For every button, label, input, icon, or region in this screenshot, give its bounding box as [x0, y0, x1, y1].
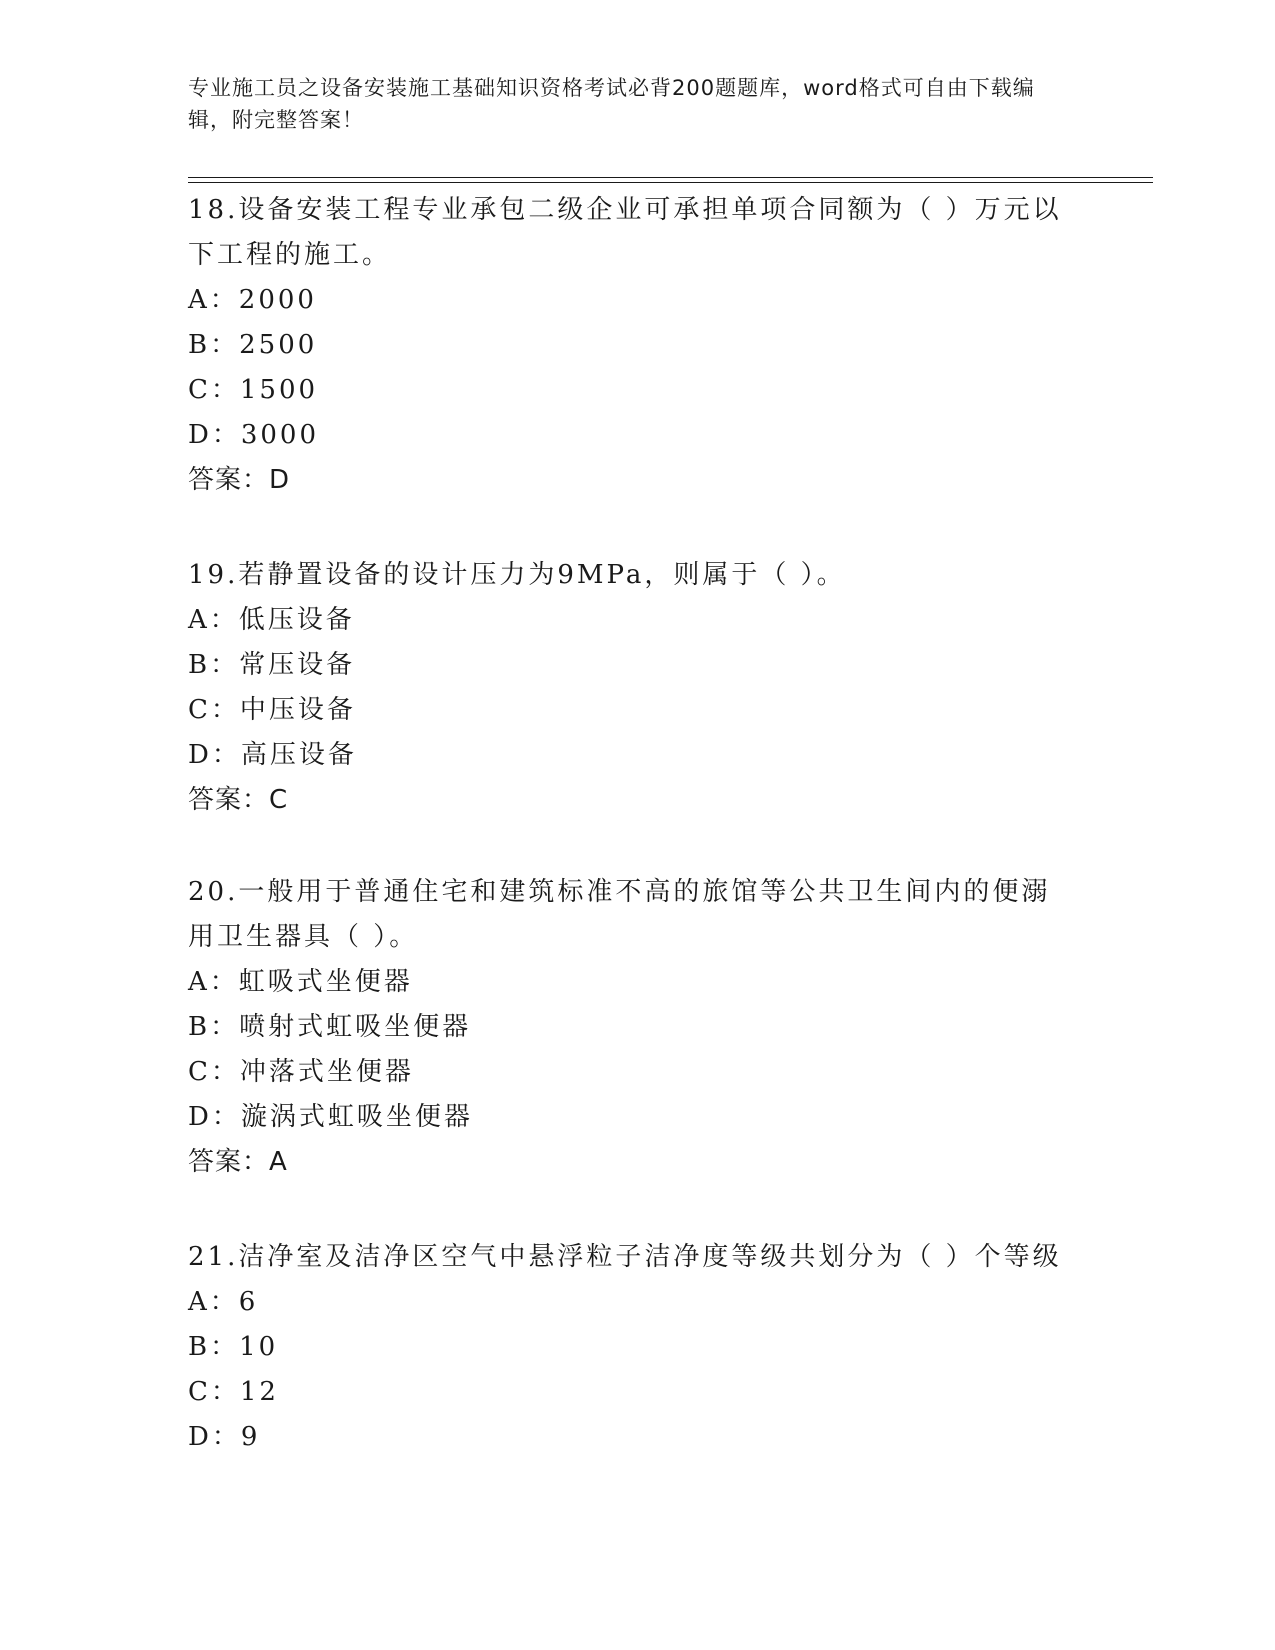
question-stem: 18.设备安装工程专业承包二级企业可承担单项合同额为（ ）万元以下工程的施工。: [188, 195, 1062, 270]
option-a: A：2000: [188, 285, 317, 315]
option-d: D：9: [188, 1422, 261, 1452]
option-b: B：常压设备: [188, 650, 356, 680]
document-header: 专业施工员之设备安装施工基础知识资格考试必背200题题库，word格式可自由下载编辑，附完整答案！: [188, 76, 1035, 132]
option-c: C：冲落式坐便器: [188, 1057, 414, 1087]
answer-line: 答案：C: [188, 785, 289, 815]
option-b: B：喷射式虹吸坐便器: [188, 1012, 472, 1042]
answer-line: 答案：A: [188, 1147, 288, 1177]
header-divider-bottom: [188, 182, 1153, 183]
question-stem: 20.一般用于普通住宅和建筑标准不高的旅馆等公共卫生间内的便溺用卫生器具（ ）。: [188, 877, 1051, 952]
option-c: C：中压设备: [188, 695, 356, 725]
option-a: A：低压设备: [188, 605, 355, 635]
option-a: A：虹吸式坐便器: [188, 967, 413, 997]
header-divider-top: [188, 177, 1153, 178]
option-a: A：6: [188, 1287, 259, 1317]
question-19: [188, 553, 1088, 823]
option-d: D：3000: [188, 420, 320, 450]
question-stem: 19.若静置设备的设计压力为9MPa，则属于（ ）。: [188, 560, 846, 590]
question-20: [188, 870, 1088, 1185]
option-b: B：10: [188, 1332, 279, 1362]
option-c: C：1500: [188, 375, 319, 405]
question-18: [188, 188, 1088, 503]
option-b: B：2500: [188, 330, 318, 360]
question-21: [188, 1235, 1088, 1460]
answer-line: 答案：D: [188, 465, 291, 495]
option-d: D：漩涡式虹吸坐便器: [188, 1102, 473, 1132]
option-c: C：12: [188, 1377, 279, 1407]
option-d: D：高压设备: [188, 740, 357, 770]
question-stem: 21.洁净室及洁净区空气中悬浮粒子洁净度等级共划分为（ ）个等级: [188, 1242, 1062, 1272]
